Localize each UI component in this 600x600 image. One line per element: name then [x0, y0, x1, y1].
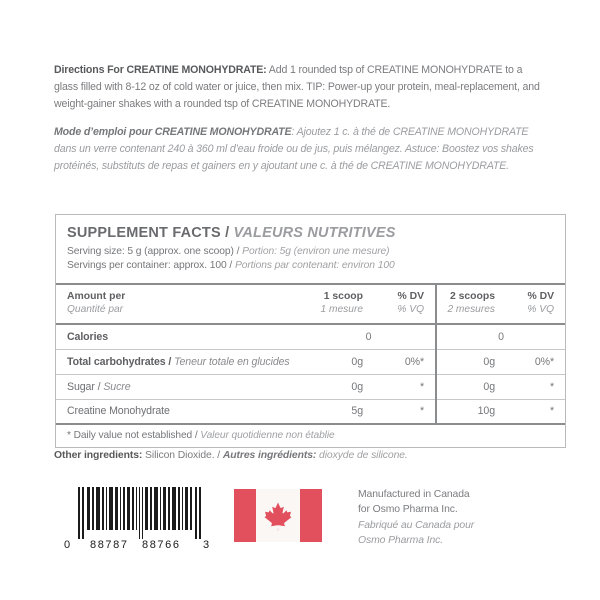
row-value-one-scoop: 5g [302, 399, 374, 424]
barcode-group-left: 88787 [90, 539, 129, 551]
row-dv-two-scoops: * [506, 399, 565, 424]
row-dv-two-scoops: * [506, 374, 565, 399]
manufacturer-en-line2: for Osmo Pharma Inc. [358, 504, 458, 516]
other-ingredients-value-fr: dioxyde de silicone. [316, 450, 408, 461]
supplement-facts-panel [55, 214, 566, 448]
other-ingredients-line [54, 450, 554, 461]
manufacturer-fr-line2: Osmo Pharma Inc. [358, 535, 444, 547]
header-one-scoop-en: 1 scoop [323, 290, 363, 302]
flag-left-band [234, 489, 256, 542]
row-value-one-scoop: 0g [302, 374, 374, 399]
header-cell-amount [56, 285, 302, 324]
supplement-facts-title [67, 224, 555, 243]
row-value-one-scoop: 0g [302, 349, 374, 374]
other-ingredients-value-en: Silicon Dioxide. [142, 450, 215, 461]
header-cell-dv-one [374, 285, 436, 324]
header-cell-dv-two [506, 285, 565, 324]
nutrition-table-body [56, 285, 565, 424]
row-value-two-scoops: 0 [436, 324, 565, 349]
footnote-en: * Daily value not established [67, 430, 193, 441]
row-value-two-scoops: 10g [436, 399, 506, 424]
table-row [56, 374, 565, 399]
nutrition-table [56, 285, 565, 425]
directions-english [54, 62, 548, 114]
barcode [64, 487, 216, 555]
manufacturer-info [358, 487, 568, 549]
barcode-bars [64, 487, 216, 539]
header-two-scoops-fr: 2 mesures [447, 304, 495, 316]
servings-per-container-line [67, 259, 555, 273]
facts-title-en: SUPPLEMENT FACTS [67, 225, 221, 241]
directions-label-en: Directions For CREATINE MONOHYDRATE: [54, 64, 267, 76]
header-two-scoops-en: 2 scoops [449, 290, 495, 302]
header-amount-fr: Quantité par [67, 304, 124, 316]
directions-body-en: Add 1 rounded tsp of CREATINE MONOHYDRATE to a glass filled with 8-12 oz of cold water or juice, then mix. TIP: Power-up your protein, meal-replacement, and weight-gainer shakes with a rounded tsp of CREATINE MONOHYDRATE. [54, 64, 540, 111]
other-ingredients-label-fr: Autres ingrédients: [222, 450, 317, 461]
daily-value-footnote [56, 425, 565, 447]
header-dv-two-fr: % VQ [527, 304, 554, 316]
barcode-group-right: 88766 [142, 539, 181, 551]
directions-french [54, 124, 548, 176]
barcode-digits [64, 539, 216, 554]
header-dv-one-en: % DV [397, 290, 424, 302]
row-name [56, 374, 302, 399]
row-name-en: Total carbohydrates [67, 355, 166, 368]
facts-title-separator: / [220, 225, 234, 241]
other-ingredients-label-en: Other ingredients: [54, 450, 143, 461]
row-dv-one-scoop: 0%* [374, 349, 436, 374]
directions-body-fr: : Ajoutez 1 c. à thé de CREATINE MONOHYDRATE dans un verre contenant 240 à 360 ml d’eau froide ou de jus, puis mélangez. Astuce: Boostez vos shakes protéinés, substituts de repas et gainers en y ajoutant une c. à thé de CREATINE MONOHYDRATE. [54, 126, 534, 173]
row-name-en: Calories [67, 330, 109, 343]
row-name-en: Sugar [67, 380, 95, 393]
flag-right-band [300, 489, 322, 542]
flag-center-panel [256, 489, 300, 542]
row-name-sep: / [94, 380, 104, 393]
barcode-digit-left: 0 [64, 539, 71, 551]
row-dv-two-scoops: 0%* [506, 349, 565, 374]
table-row [56, 324, 565, 349]
directions-label-fr: Mode d’emploi pour CREATINE MONOHYDRATE [54, 126, 292, 138]
maple-leaf-icon [264, 501, 292, 531]
header-dv-one-fr: % VQ [397, 304, 424, 316]
header-amount-en: Amount per [67, 290, 126, 302]
servings-per-container-en: Servings per container: approx. 100 [67, 260, 227, 272]
other-ingredients-fr-group [223, 450, 408, 461]
barcode-digit-right: 3 [203, 539, 210, 551]
header-cell-two-scoops [436, 285, 506, 324]
row-value-two-scoops: 0g [436, 374, 506, 399]
row-name [56, 399, 302, 424]
table-row [56, 399, 565, 424]
row-name-fr: Sucre [103, 380, 131, 393]
table-row [56, 349, 565, 374]
row-name [56, 324, 302, 349]
row-name-en: Creatine Monohydrate [67, 405, 170, 418]
row-value-one-scoop: 0 [302, 324, 436, 349]
row-value-two-scoops: 0g [436, 349, 506, 374]
row-dv-one-scoop: * [374, 399, 436, 424]
nutrition-table-header-row [56, 285, 565, 324]
row-name-sep: / [165, 355, 175, 368]
header-cell-one-scoop [302, 285, 374, 324]
servings-per-container-fr: Portions par contenant: environ 100 [234, 260, 395, 272]
servings-separator: / [226, 260, 235, 272]
serving-size-en: Serving size: 5 g (approx. one scoop) [67, 246, 234, 257]
footnote-fr: Valeur quotidienne non établie [200, 430, 335, 441]
footnote-sep: / [192, 430, 201, 441]
serving-size-separator: / [233, 246, 243, 257]
header-one-scoop-fr: 1 mesure [320, 304, 363, 316]
row-name [56, 349, 302, 374]
other-ingredients-sep: / [214, 450, 223, 461]
supplement-facts-header [56, 215, 565, 285]
manufacturer-fr-line1: Fabriqué au Canada pour [358, 519, 475, 531]
facts-title-fr: VALEURS NUTRITIVES [233, 225, 396, 241]
serving-size-fr: Portion: 5g (environ une mesure) [242, 246, 390, 257]
canada-flag-icon [234, 489, 322, 542]
row-dv-one-scoop: * [374, 374, 436, 399]
row-name-fr: Teneur totale en glucides [174, 355, 290, 368]
serving-size-line [67, 245, 555, 259]
header-dv-two-en: % DV [527, 290, 554, 302]
manufacturer-en-line1: Manufactured in Canada [358, 489, 470, 500]
